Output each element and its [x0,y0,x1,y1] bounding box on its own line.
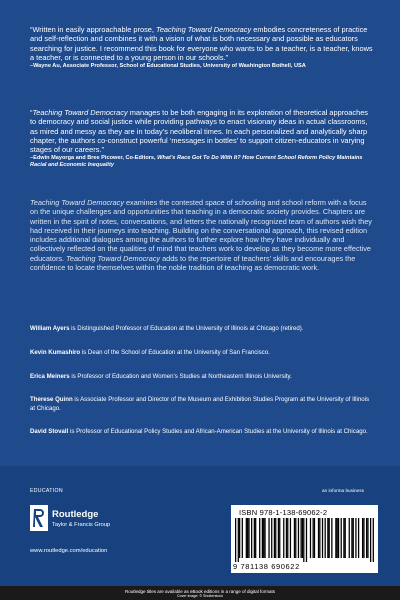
barcode-bar [254,518,255,558]
cover-credit: Cover image: © Shutterstock [177,594,223,598]
barcode-bar [248,518,249,558]
barcode-bar [355,518,356,558]
author-bio: Kevin Kumashiro is Dean of the School of Education at the University of San Francisco. [30,349,270,356]
publisher-logo [30,505,190,545]
barcode-bar [367,518,368,558]
barcode-bar [370,518,371,562]
barcode-bar [363,518,364,558]
barcode-bar [268,518,269,558]
author-name: Kevin Kumashiro [30,349,81,356]
barcode-bar [335,518,336,558]
barcode-bar [238,518,239,562]
barcode-bar [318,518,319,558]
barcode-bar [351,518,352,558]
isbn-label: ISBN 978-1-138-69062-2 [239,508,328,517]
barcode-bar [294,518,295,558]
barcode-bar [353,518,354,558]
barcode-bar [247,518,248,558]
barcode-bar [358,518,359,558]
barcode-bar [235,518,236,562]
publisher-name: Routledge [52,509,99,520]
barcode-bar [345,518,346,558]
subject-category: EDUCATION [30,488,63,494]
barcode-bar [287,518,288,558]
endorsement-quote [30,25,375,70]
barcode-bar [349,518,350,558]
barcode-icon [235,518,374,562]
quote-attribution: –Wayne Au, Associate Professor, School of Educational Studies, University of Washington Bothell, USA [30,63,306,70]
barcode-bar [242,518,243,558]
barcode-bar [362,518,363,558]
barcode-bar [306,518,307,562]
barcode-bar [338,518,339,558]
barcode-bar [279,518,280,558]
author-name: Erica Meiners [30,373,70,380]
barcode-bar [275,518,276,558]
barcode-bar [300,518,301,558]
barcode-number: 9 781138 690622 [233,562,300,571]
author-bio: Therese Quinn is Associate Professor and Director of the Museum and Exhibition Studies Program at the University of Illinois at Chicago. [30,396,370,412]
barcode-bar [343,518,344,558]
barcode-bar [298,518,299,558]
publisher-group: Taylor & Francis Group [52,522,111,528]
barcode-bar [246,518,247,558]
barcode-bar [329,518,330,558]
barcode-bar [239,518,240,558]
barcode-bar [283,518,284,558]
barcode-bar [263,518,264,558]
endorsement-quote [30,108,375,169]
quote-body: “Teaching Toward Democracy manages to be both engaging in its exploration of theoretical approaches to democracy and social justice while providing pathways to enact visionary ideas in actual classrooms, as mired and messy as they are in today’s neoliberal times. In each personalized and analytically sharp chapter, the authors co-construct powerful ‘messages in bottles’ to support citizen-educators in varying stages of our careers.” [30,108,368,155]
barcode-bar [286,518,287,558]
barcode-bar [251,518,252,558]
barcode-bar [255,518,256,558]
barcode-bar [259,518,260,558]
barcode-bar [264,518,265,558]
author-bio: Erica Meiners is Professor of Education and Women’s Studies at Northeastern Illinois University. [30,373,292,380]
barcode-bar [373,518,374,562]
barcode-bar [337,518,338,558]
informa-label: an informa business [322,488,364,493]
barcode-bar [302,518,303,558]
barcode-bar [331,518,332,558]
quote-body: “Written in easily approachable prose, Teaching Toward Democracy embodies concreteness of practice and self-reflection and combines it with a vision of what is both necessary and possible as educators searching for justice. I recommend this book for everyone who wants to be a teacher, is a teacher, knows a teacher, or is connected to a young person in our schools.” [30,25,373,62]
barcode-bar [366,518,367,558]
quote-attribution: –Edwin Mayorga and Bree Picower, Co-Editors, What’s Race Got To Do With It? How Current School Reform Policy Maintains Racial and Economic Inequality [30,155,363,169]
author-bio: William Ayers is Distinguished Professor of Education at the University of Illinois at Chicago (retired). [30,325,304,332]
barcode-box [231,505,378,573]
barcode-bar [274,518,275,558]
barcode-bar [322,518,323,558]
publisher-url: www.routledge.com/education [30,548,108,554]
author-name: Therese Quinn [30,396,73,403]
barcode-bar [319,518,320,558]
ebook-note: Routledge titles are available as eBook editions in a range of digital formats [124,589,276,594]
author-name: David Stovall [30,428,69,435]
barcode-bar [341,518,342,558]
barcode-bar [290,518,291,558]
barcode-bar [278,518,279,558]
barcode-bar [313,518,314,558]
barcode-bar [327,518,328,558]
barcode-bar [325,518,326,558]
book-description: Teaching Toward Democracy examines the contested space of schooling and school reform with a focus on the unique challenges and opportunities that teaching in a democratic society provides. Chapters are written in the spirit of notes, conversations, and letters the nationally recognized team of authors wish they had received in their journeys into teaching. Building on the conversational approach, this revised edition includes additional dialogues among the authors to further explore how they have individually and collectively reflected on the qualities of mind that teachers work to develop as they become more effective educators. Teaching Toward Democracy adds to the repertoire of teachers’ skills and encourages the confidence to locate themselves within the noble tradition of teaching as democratic work. [30,198,372,273]
barcode-bar [262,518,263,558]
barcode-bar [271,518,272,558]
barcode-bar [295,518,296,558]
author-bio: David Stovall is Professor of Educational Policy Studies and African-American Studies at the University of Illinois at Chicago. [30,428,368,435]
barcode-bar [303,518,304,562]
author-name: William Ayers [30,325,70,332]
barcode-bar [314,518,315,558]
barcode-bar [310,518,311,558]
routledge-r-logo-icon [30,505,48,531]
